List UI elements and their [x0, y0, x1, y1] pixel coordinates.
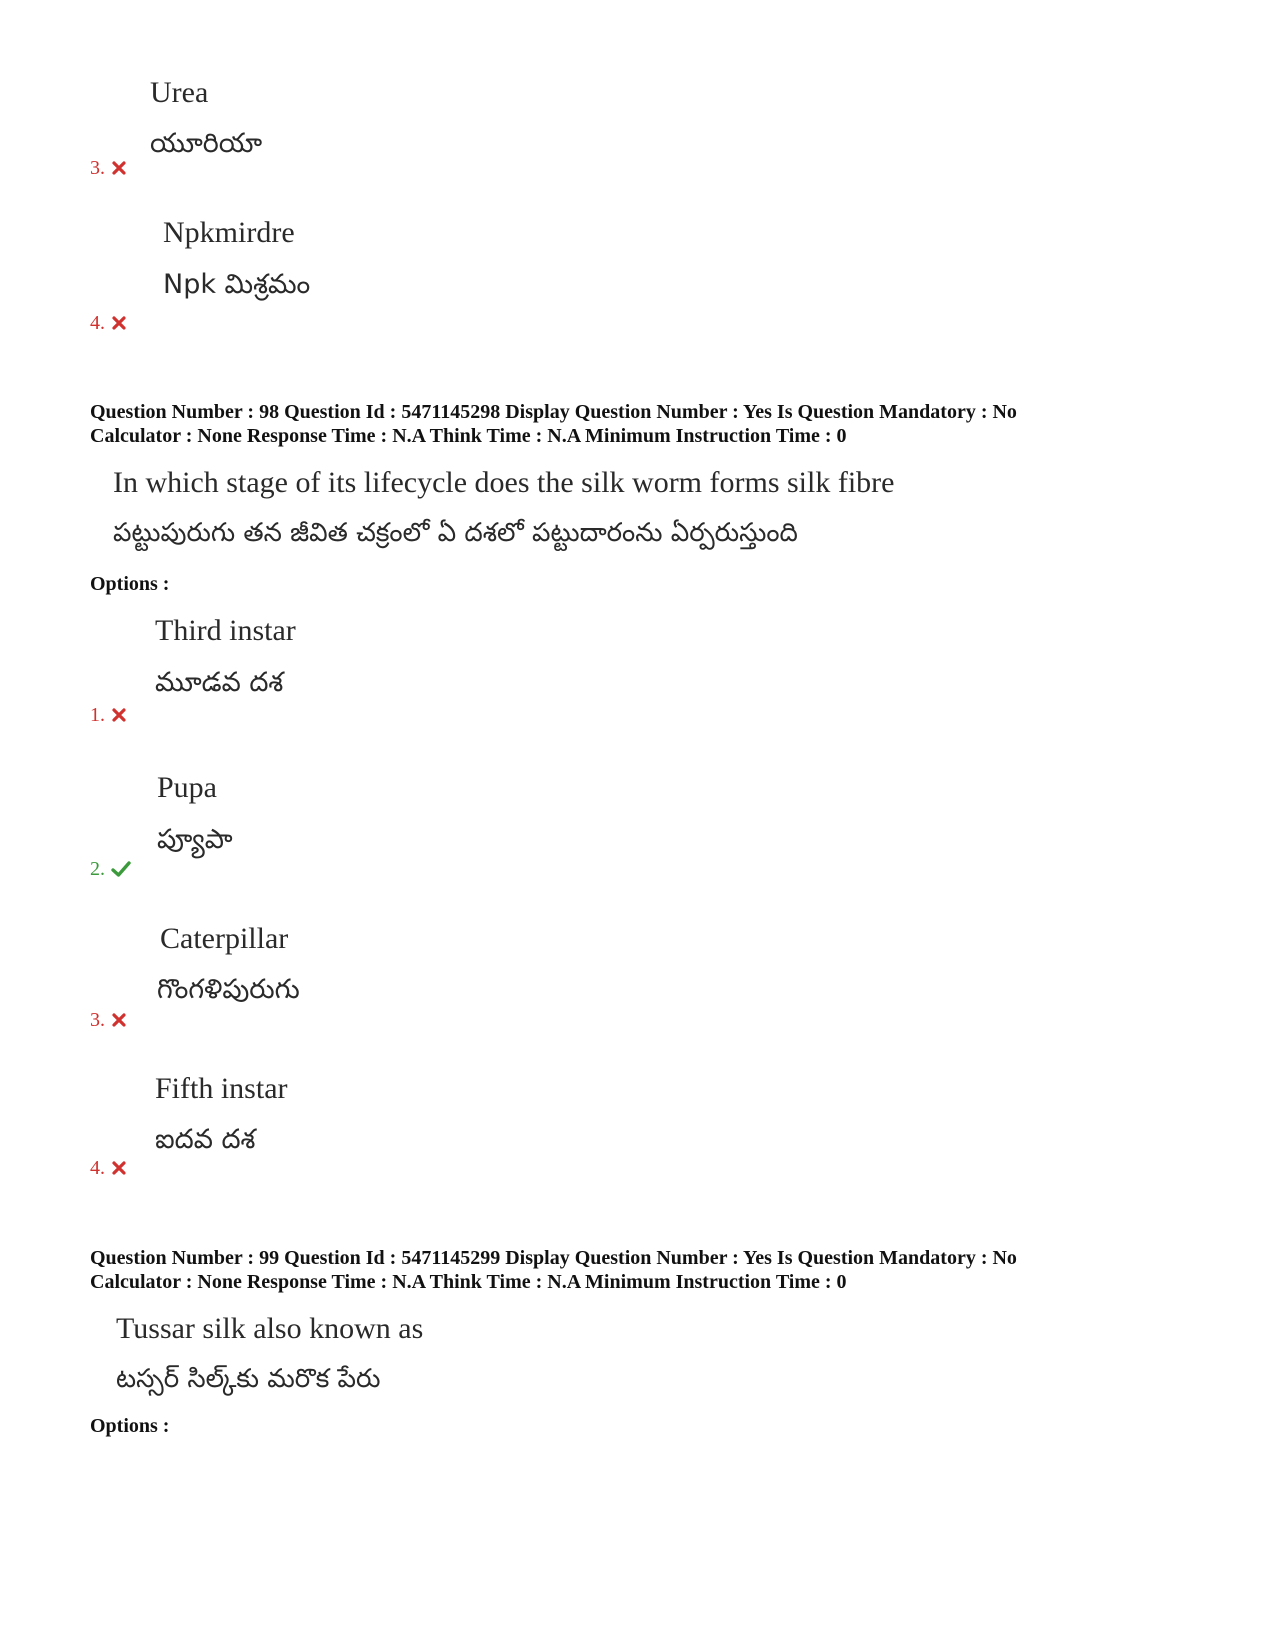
q98-option-3-telugu: గొంగళిపురుగు [157, 974, 300, 1005]
q98-option-4-number [90, 1158, 127, 1178]
wrong-mark-icon [111, 315, 127, 331]
q99-options-label: Options : [90, 1415, 170, 1437]
wrong-mark-icon [111, 160, 127, 176]
q98-meta-line-1: Question Number : 98 Question Id : 5471145298 Display Question Number : Yes Is Question Mandatory : No [90, 401, 1017, 423]
q98-option-1-number-label: 1. [90, 704, 105, 726]
option-3-number [90, 158, 127, 178]
q99-question-telugu: టస్సర్ సిల్క్‌కు మరొక పేరు [116, 1364, 381, 1394]
q99-meta-line-2: Calculator : None Response Time : N.A Think Time : N.A Minimum Instruction Time : 0 [90, 1271, 847, 1293]
option-4-number [90, 313, 127, 333]
q98-option-1-english: Third instar [155, 614, 296, 647]
q98-meta-line-2: Calculator : None Response Time : N.A Think Time : N.A Minimum Instruction Time : 0 [90, 425, 847, 447]
q99-question-english: Tussar silk also known as [116, 1312, 424, 1345]
q98-option-2-number-label: 2. [90, 858, 105, 880]
option-4-english: Npkmirdre [163, 216, 295, 249]
q98-options-label: Options : [90, 573, 170, 595]
wrong-mark-icon [111, 1160, 127, 1176]
q98-question-english: In which stage of its lifecycle does the silk worm forms silk fibre [113, 466, 895, 499]
q98-option-1-telugu: మూడవ దశ [155, 667, 284, 698]
wrong-mark-icon [111, 1012, 127, 1028]
q98-option-4-english: Fifth instar [155, 1072, 288, 1105]
q98-option-4-telugu: ఐదవ దశ [155, 1124, 256, 1155]
wrong-mark-icon [111, 707, 127, 723]
correct-check-icon [111, 860, 131, 878]
q98-option-1-number [90, 705, 127, 725]
q98-option-2-english: Pupa [157, 771, 217, 804]
option-3-english: Urea [150, 76, 209, 109]
q98-option-2-telugu: ప్యూపా [157, 824, 233, 855]
q99-meta-line-1: Question Number : 99 Question Id : 5471145299 Display Question Number : Yes Is Question Mandatory : No [90, 1247, 1017, 1269]
q98-question-telugu: పట్టుపురుగు తన జీవిత చక్రంలో ఏ దశలో పట్టుదారంను ఏర్పరుస్తుంది [113, 518, 798, 548]
q98-option-4-number-label: 4. [90, 1157, 105, 1179]
option-3-telugu: యూరియా [150, 128, 263, 159]
option-3-number-label: 3. [90, 157, 105, 179]
option-4-number-label: 4. [90, 312, 105, 334]
q98-option-3-english: Caterpillar [160, 922, 289, 955]
q98-option-3-number [90, 1010, 127, 1030]
q98-option-3-number-label: 3. [90, 1009, 105, 1031]
q98-option-2-number [90, 859, 131, 879]
option-4-telugu: Npk మిశ్రమం [163, 269, 311, 300]
